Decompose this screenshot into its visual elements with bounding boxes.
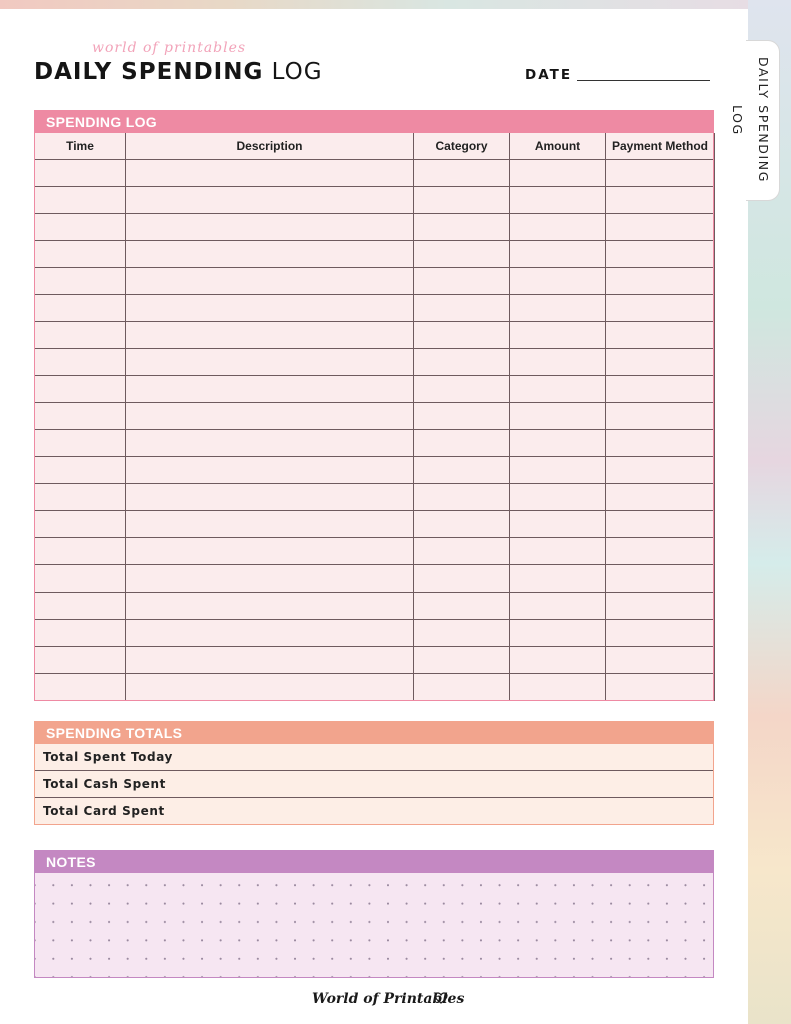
table-cell[interactable]	[606, 240, 715, 267]
table-cell[interactable]	[126, 646, 414, 673]
table-cell[interactable]	[126, 267, 414, 294]
table-cell[interactable]	[510, 619, 606, 646]
table-cell[interactable]	[606, 538, 715, 565]
title-bold: DAILY SPENDING	[34, 59, 264, 85]
table-cell[interactable]	[35, 538, 126, 565]
table-cell[interactable]	[126, 403, 414, 430]
total-card-spent-row[interactable]: Total Card Spent	[43, 804, 165, 818]
table-cell[interactable]	[414, 484, 510, 511]
table-cell[interactable]	[126, 321, 414, 348]
spending-totals-box	[34, 744, 714, 825]
table-cell[interactable]	[414, 240, 510, 267]
table-cell[interactable]	[510, 538, 606, 565]
table-cell[interactable]	[606, 294, 715, 321]
table-row	[35, 186, 715, 213]
column-header-time: Time	[35, 133, 126, 159]
table-row	[35, 240, 715, 267]
table-cell[interactable]	[510, 240, 606, 267]
table-row	[35, 619, 715, 646]
table-cell[interactable]	[606, 565, 715, 592]
table-row	[35, 403, 715, 430]
table-cell[interactable]	[35, 565, 126, 592]
table-cell[interactable]	[510, 321, 606, 348]
table-cell[interactable]	[510, 376, 606, 403]
table-row	[35, 376, 715, 403]
table-row	[35, 457, 715, 484]
table-row	[35, 538, 715, 565]
table-row	[35, 321, 715, 348]
side-tab-label: DAILY SPENDING LOG	[730, 57, 771, 184]
table-cell[interactable]	[126, 430, 414, 457]
table-cell[interactable]	[414, 430, 510, 457]
table-row	[35, 673, 715, 700]
table-cell[interactable]	[35, 159, 126, 186]
table-cell[interactable]	[414, 619, 510, 646]
table-cell[interactable]	[126, 240, 414, 267]
table-row	[35, 592, 715, 619]
table-cell[interactable]	[606, 186, 715, 213]
table-cell[interactable]	[126, 348, 414, 375]
table-cell[interactable]	[414, 646, 510, 673]
column-header-amount: Amount	[510, 133, 606, 159]
table-cell[interactable]	[606, 159, 715, 186]
table-cell[interactable]	[126, 511, 414, 538]
table-cell[interactable]	[510, 592, 606, 619]
table-cell[interactable]	[35, 646, 126, 673]
table-cell[interactable]	[35, 294, 126, 321]
table-row	[35, 511, 715, 538]
table-cell[interactable]	[414, 673, 510, 700]
table-cell[interactable]	[35, 511, 126, 538]
brand-script-logo: world of printables	[92, 40, 247, 56]
spending-log-table	[34, 133, 715, 701]
table-cell[interactable]	[510, 430, 606, 457]
table-cell[interactable]	[414, 376, 510, 403]
table-cell[interactable]	[510, 159, 606, 186]
table-cell[interactable]	[414, 321, 510, 348]
table-cell[interactable]	[35, 457, 126, 484]
table-cell[interactable]	[510, 186, 606, 213]
table-cell[interactable]	[510, 511, 606, 538]
heart-icon	[434, 992, 448, 1004]
table-cell[interactable]	[606, 592, 715, 619]
table-cell[interactable]	[126, 376, 414, 403]
table-cell[interactable]	[606, 213, 715, 240]
table-cell[interactable]	[510, 565, 606, 592]
table-row	[35, 159, 715, 186]
table-cell[interactable]	[510, 484, 606, 511]
table-cell[interactable]	[414, 403, 510, 430]
table-cell[interactable]	[414, 457, 510, 484]
table-row	[35, 484, 715, 511]
table-cell[interactable]	[126, 186, 414, 213]
table-cell[interactable]	[126, 592, 414, 619]
table-cell[interactable]	[414, 511, 510, 538]
table-cell[interactable]	[414, 186, 510, 213]
table-cell[interactable]	[35, 240, 126, 267]
table-cell[interactable]	[510, 403, 606, 430]
table-cell[interactable]	[414, 538, 510, 565]
total-spent-today-row[interactable]: Total Spent Today	[35, 744, 713, 771]
table-cell[interactable]	[414, 348, 510, 375]
total-cash-spent-row[interactable]: Total Cash Spent	[35, 771, 713, 798]
table-cell[interactable]	[126, 213, 414, 240]
table-cell[interactable]	[606, 646, 715, 673]
table-cell[interactable]	[606, 376, 715, 403]
table-cell[interactable]	[126, 538, 414, 565]
table-cell[interactable]	[606, 348, 715, 375]
date-field[interactable]	[577, 80, 710, 81]
title-light: LOG	[271, 59, 323, 85]
table-cell[interactable]	[126, 619, 414, 646]
table-cell[interactable]	[35, 267, 126, 294]
table-cell[interactable]	[35, 321, 126, 348]
background-top-strip	[0, 0, 748, 9]
table-cell[interactable]	[606, 484, 715, 511]
table-cell[interactable]	[606, 321, 715, 348]
table-cell[interactable]	[510, 267, 606, 294]
table-cell[interactable]	[606, 267, 715, 294]
table-cell[interactable]	[35, 430, 126, 457]
table-cell[interactable]	[35, 213, 126, 240]
date-label: DATE	[525, 67, 573, 83]
table-cell[interactable]	[126, 159, 414, 186]
table-cell[interactable]	[35, 376, 126, 403]
table-row	[35, 294, 715, 321]
table-cell[interactable]	[126, 294, 414, 321]
table-cell[interactable]	[35, 619, 126, 646]
page-title	[34, 59, 323, 85]
column-header-category: Category	[414, 133, 510, 159]
table-cell[interactable]	[126, 457, 414, 484]
table-row	[35, 213, 715, 240]
table-cell[interactable]	[414, 159, 510, 186]
column-header-payment-method: Payment Method	[606, 133, 715, 159]
table-cell[interactable]	[606, 511, 715, 538]
spending-log-heading: SPENDING LOG	[34, 110, 714, 133]
table-cell[interactable]	[126, 673, 414, 700]
table-cell[interactable]	[510, 213, 606, 240]
table-cell[interactable]	[414, 592, 510, 619]
table-cell[interactable]	[510, 294, 606, 321]
table-cell[interactable]	[510, 348, 606, 375]
table-cell[interactable]	[510, 673, 606, 700]
table-row	[35, 267, 715, 294]
table-cell[interactable]	[414, 267, 510, 294]
table-row	[35, 646, 715, 673]
table-cell[interactable]	[606, 430, 715, 457]
table-cell[interactable]	[35, 186, 126, 213]
table-cell[interactable]	[510, 457, 606, 484]
table-cell[interactable]	[414, 294, 510, 321]
table-row	[35, 348, 715, 375]
table-row	[35, 565, 715, 592]
table-cell[interactable]	[606, 403, 715, 430]
table-cell[interactable]	[126, 484, 414, 511]
table-cell[interactable]	[414, 213, 510, 240]
footer-brand-logo: World of Printables	[312, 991, 465, 1007]
table-cell[interactable]	[35, 403, 126, 430]
table-cell[interactable]	[35, 673, 126, 700]
column-header-description: Description	[126, 133, 414, 159]
notes-dot-grid[interactable]	[34, 873, 714, 978]
table-cell[interactable]	[35, 348, 126, 375]
spending-totals-heading: SPENDING TOTALS	[34, 721, 714, 744]
notes-heading: NOTES	[34, 850, 714, 873]
table-cell[interactable]	[510, 646, 606, 673]
table-cell[interactable]	[126, 565, 414, 592]
table-cell[interactable]	[414, 565, 510, 592]
table-cell[interactable]	[606, 457, 715, 484]
table-cell[interactable]	[35, 484, 126, 511]
table-cell[interactable]	[606, 619, 715, 646]
table-cell[interactable]	[606, 673, 715, 700]
table-cell[interactable]	[35, 592, 126, 619]
table-row	[35, 430, 715, 457]
